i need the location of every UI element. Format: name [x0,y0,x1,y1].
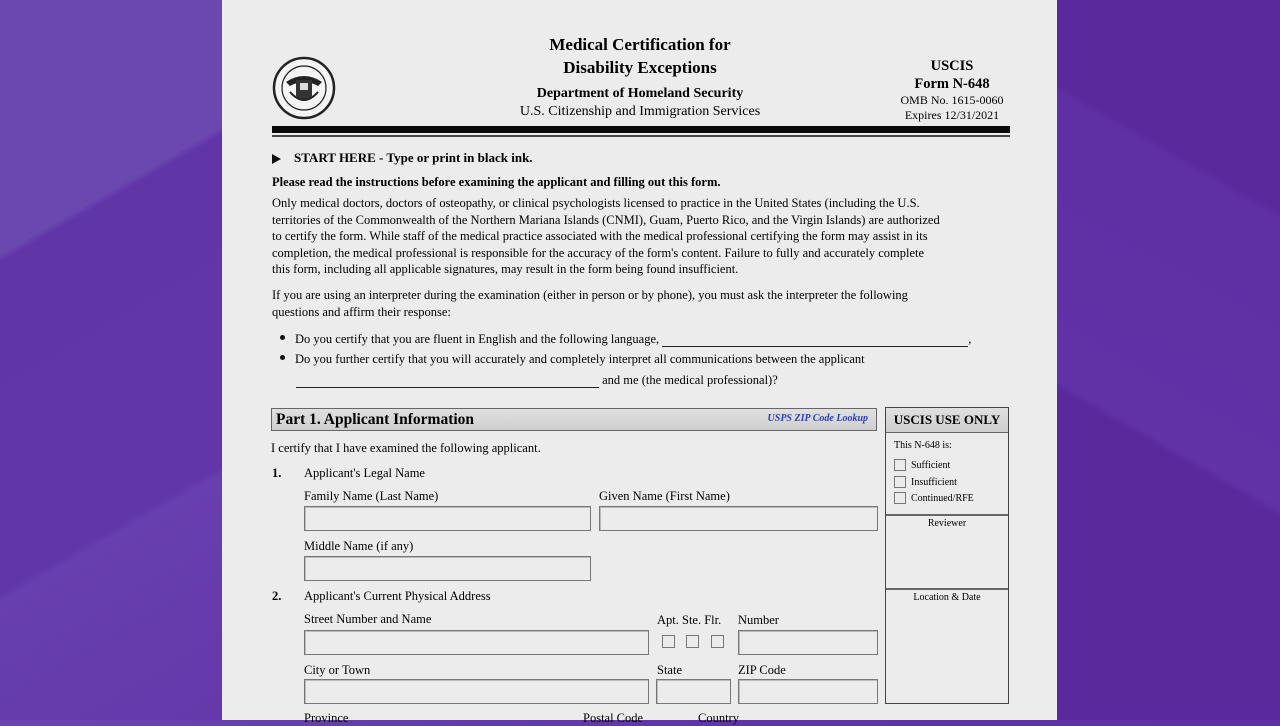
divider [886,514,1008,516]
dhs-seal-icon [272,56,336,120]
department-name: Department of Homeland Security [536,86,744,101]
form-title [460,33,820,79]
paragraph-line: questions and affirm their response: [272,304,451,319]
zip-code-lookup-link[interactable]: USPS ZIP Code Lookup [767,413,868,424]
expiration-date: Expires 12/31/2021 [904,108,1000,122]
eligibility-paragraph [272,195,1012,278]
read-instructions: Please read the instructions before examining the applicant and filling out this form. [272,175,721,189]
omb-number: OMB No. 1615-0060 [900,93,1004,107]
paragraph-line: territories of the Commonwealth of the Northern Mariana Islands (CNMI), Guam, Puerto Rico, and the Virgin Islands) are authorized [272,212,940,227]
middle-name-label: Middle Name (if any) [304,539,414,553]
middle-name-field[interactable] [304,556,591,581]
apt-number-field[interactable] [738,630,878,655]
given-name-label: Given Name (First Name) [599,489,730,503]
header-rule-thin [272,135,1010,137]
bullet-text: Do you certify that you are fluent in English and the following language, [295,332,660,346]
insufficient-checkbox[interactable] [894,476,906,488]
title-line-2: Disability Exceptions [563,58,717,77]
location-date-label: Location & Date [913,592,981,603]
interpreter-question-1 [280,332,971,347]
form-agency: USCIS [930,58,974,74]
item-1-label: Applicant's Legal Name [304,466,425,480]
title-line-1: Medical Certification for [549,35,731,54]
sufficient-checkbox[interactable] [894,459,906,471]
continued-rfe-label: Continued/RFE [911,493,974,504]
interpreter-question-2-cont [296,373,778,388]
state-field[interactable] [656,679,731,704]
paragraph-line: this form, including all applicable signatures, may result in the form being found insufficient. [272,262,739,277]
postal-code-label: Postal Code [583,711,644,725]
paragraph-line: to certify the form. While staff of the medical practice associated with the medical professional certifying the form may assist in its [272,229,928,244]
paragraph-line: If you are using an interpreter during the examination (either in person or by phone), you must ask the interpreter the following [272,288,908,302]
uscis-use-only-title: USCIS USE ONLY [886,408,1008,433]
zip-field[interactable] [738,679,878,704]
certify-statement: I certify that I have examined the following applicant. [271,441,541,455]
family-name-field[interactable] [304,506,591,531]
insufficient-label: Insufficient [911,477,957,488]
this-form-is-label: This N-648 is: [894,440,952,451]
country-label: Country [698,711,739,725]
language-blank[interactable] [662,334,968,347]
start-here [272,150,533,166]
play-arrow-icon [272,154,281,164]
background-right [1057,0,1280,720]
sufficient-label: Sufficient [911,460,951,471]
bullet-text: Do you further certify that you will accurately and completely interpret all communications between the applicant [295,352,865,366]
form-id-block [890,57,1014,123]
continued-rfe-checkbox[interactable] [894,492,906,504]
part1-header [271,408,877,431]
bullet-icon [280,355,285,360]
street-field[interactable] [304,630,649,655]
applicant-name-blank[interactable] [296,375,599,388]
city-label: City or Town [304,663,371,677]
zip-label: ZIP Code [738,663,786,677]
ste-checkbox[interactable] [686,635,699,648]
interpreter-paragraph [272,287,1012,320]
city-field[interactable] [304,679,649,704]
uscis-use-only-box [885,407,1009,704]
flr-checkbox[interactable] [711,635,724,648]
reviewer-label: Reviewer [927,518,967,529]
form-number: Form N-648 [914,76,990,92]
state-label: State [657,663,682,677]
part1-title: Part 1. Applicant Information [276,411,475,428]
apt-checkbox[interactable] [662,635,675,648]
divider [886,588,1008,590]
item-1-number: 1. [272,466,282,480]
apt-ste-flr-label: Apt. Ste. Flr. [657,613,722,627]
agency-name: U.S. Citizenship and Immigration Services [519,104,761,119]
paragraph-line: Only medical doctors, doctors of osteopathy, or clinical psychologists licensed to practice in the United States (including the U.S. [272,196,920,210]
header-rule-thick [272,126,1010,133]
number-label: Number [738,613,779,627]
interpreter-question-2 [280,352,865,367]
street-label: Street Number and Name [304,612,432,626]
given-name-field[interactable] [599,506,878,531]
item-2-label: Applicant's Current Physical Address [304,589,491,603]
paragraph-line: completion, the medical professional is responsible for the accuracy of the form's content. Failure to fully and accurately complete [272,245,925,260]
background-left [0,0,222,720]
bullet-text: and me (the medical professional)? [602,373,778,387]
family-name-label: Family Name (Last Name) [304,489,439,503]
province-label: Province [304,711,349,725]
bullet-icon [280,335,285,340]
comma: , [968,332,972,346]
start-here-text: START HERE - Type or print in black ink. [294,150,533,165]
item-2-number: 2. [272,589,282,603]
